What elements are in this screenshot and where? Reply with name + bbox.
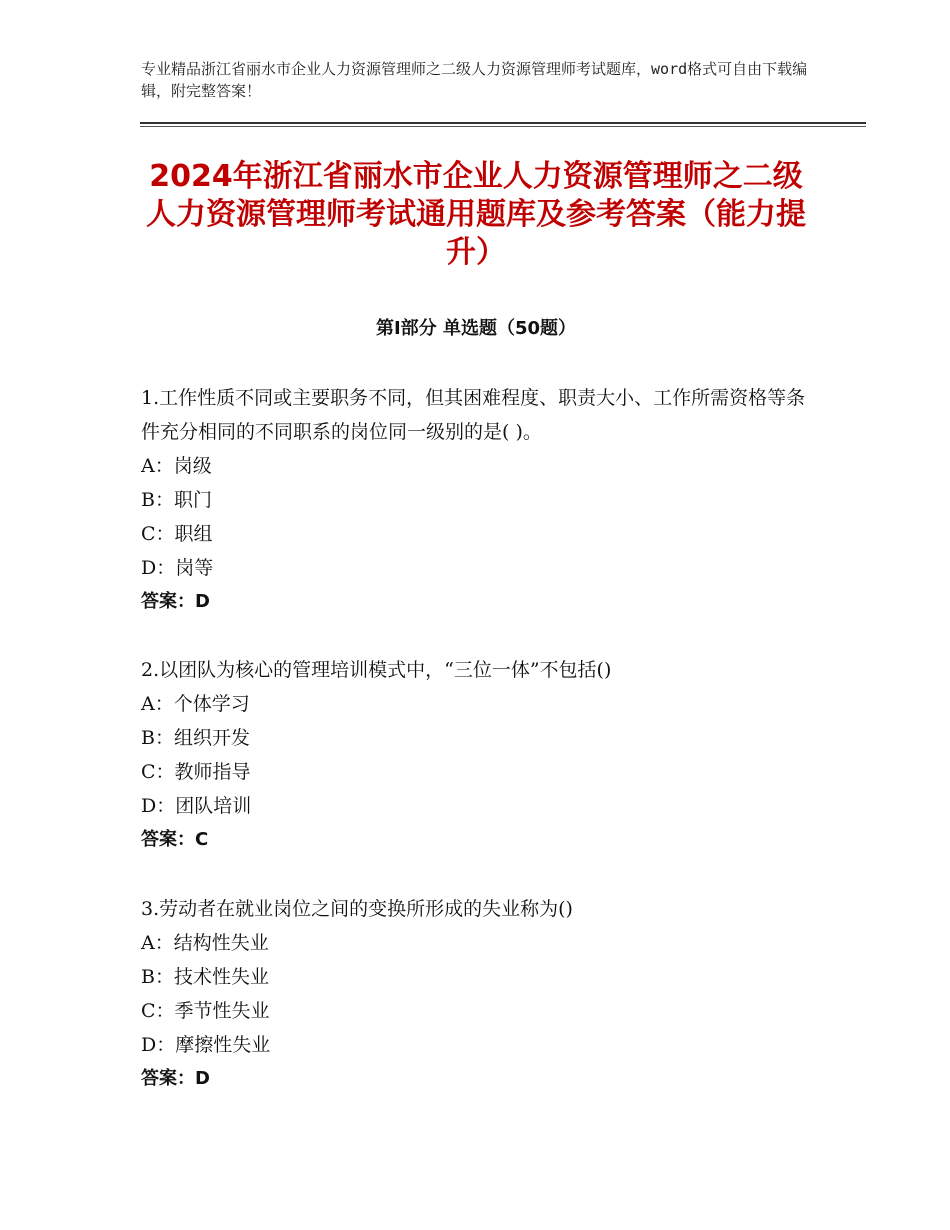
option-c: C：季节性失业	[141, 1000, 270, 1022]
answer-label: 答案：D	[141, 1068, 210, 1089]
option-d: D：摩擦性失业	[141, 1034, 271, 1056]
question-3	[141, 892, 813, 1096]
option-b: B：组织开发	[141, 727, 250, 749]
question-stem: 3.劳动者在就业岗位之间的变换所形成的失业称为()	[141, 898, 573, 920]
section-heading: 第Ⅰ部分 单选题（50题）	[375, 318, 576, 339]
option-b: B：技术性失业	[141, 966, 269, 988]
option-a: A：个体学习	[141, 693, 250, 715]
question-stem: 2.以团队为核心的管理培训模式中，“三位一体”不包括()	[141, 659, 612, 681]
question-stem: 1.工作性质不同或主要职务不同，但其困难程度、职责大小、工作所需资格等条件充分相同的不同职系的岗位同一级别的是( )。	[141, 387, 806, 443]
header-divider-thick	[140, 122, 866, 124]
option-b: B：职门	[141, 489, 212, 511]
question-2	[141, 653, 813, 857]
option-c: C：教师指导	[141, 761, 251, 783]
option-d: D：团队培训	[141, 795, 252, 817]
option-c: C：职组	[141, 523, 213, 545]
document-title: 2024年浙江省丽水市企业人力资源管理师之二级人力资源管理师考试通用题库及参考答案（能力提升）	[146, 159, 806, 270]
option-d: D：岗等	[141, 557, 214, 579]
answer-label: 答案：D	[141, 591, 210, 612]
header-note: 专业精品浙江省丽水市企业人力资源管理师之二级人力资源管理师考试题库，word格式可自由下载编辑，附完整答案！	[141, 60, 808, 100]
answer-label: 答案：C	[141, 829, 209, 850]
option-a: A：岗级	[141, 455, 212, 477]
option-a: A：结构性失业	[141, 932, 269, 954]
header-divider-thin	[140, 126, 866, 127]
question-1	[141, 381, 813, 619]
